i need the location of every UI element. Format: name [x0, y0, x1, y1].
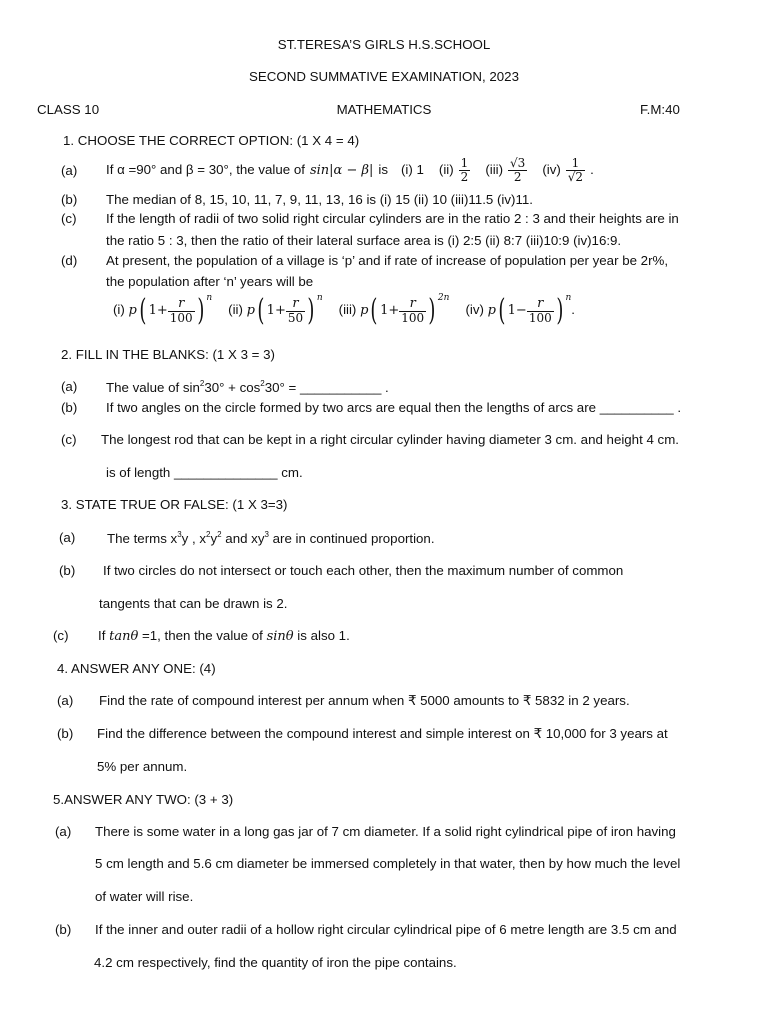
q1d-line-2: the population after ‘n’ years will be [106, 274, 314, 289]
q3a-label: (a) [59, 530, 76, 545]
q1a-expression: sin|α − β| [309, 162, 374, 178]
q2c-line-2: is of length ______________ cm. [106, 465, 303, 480]
q1d-label: (d) [61, 253, 78, 268]
section-1-title: 1. CHOOSE THE CORRECT OPTION: (1 X 4 = 4) [63, 133, 360, 148]
q1c-line-1: If the length of radii of two solid right circular cylinders are in the ratio 2 : 3 and their heights are in [106, 211, 679, 226]
q3a-text: The terms $x^3y$ , $x^2y^2$ and $xy^3$ are in continued proportion. [107, 530, 435, 546]
q1b-label: (b) [61, 192, 78, 207]
q2a-label: (a) [61, 379, 78, 394]
q2a-text: The value of $\sin^230^\circ + \cos^230^\circ$ = ___________ . [106, 379, 389, 395]
q3b-line-2: tangents that can be drawn is 2. [99, 596, 288, 611]
q1a-line: If α =90° and β = 30°, the value of sin|α − β| is (i) 1 (ii) $\frac{1}{2}$ (iii) $\frac{√3}{2}$ (iv) $\frac{1}{√2}$ . [106, 155, 594, 184]
q1d-option-1: (i) p( 1+ $\frac{r}{100}$ ) $^n$ [113, 292, 213, 328]
q4a-label: (a) [57, 693, 74, 708]
q5a-line-3: of water will rise. [95, 889, 194, 904]
q3c-text: If tanθ =1, then the value of sinθ is also 1. [98, 628, 350, 644]
q1d-option-3: (iii) p( 1+ $\frac{r}{100}$ ) $^{2n}$ [338, 292, 450, 328]
section-2-title: 2. FILL IN THE BLANKS: (1 X 3 = 3) [61, 347, 275, 362]
section-4-title: 4. ANSWER ANY ONE: (4) [57, 661, 216, 676]
q1a-label: (a) [61, 163, 78, 178]
q4b-line-2: 5% per annum. [97, 759, 188, 774]
q2b-text: If two angles on the circle formed by two arcs are equal then the lengths of arcs are __________ . [106, 400, 682, 415]
q5b-line-1: If the inner and outer radii of a hollow right circular cylindrical pipe of 6 metre length are 3.5 cm and [95, 922, 677, 937]
q1a-option-4-fraction: $\frac{1}{√2}$ [567, 155, 584, 184]
q1d-option-4: (iv) p( 1− $\frac{r}{100}$ ) $^n$. [465, 292, 575, 328]
q1a-option-2-label: (ii) [438, 162, 454, 178]
q1a-option-4-label: (iv) [542, 162, 561, 178]
q4b-line-1: Find the difference between the compound interest and simple interest on ₹ 10,000 for 3 years at [97, 726, 668, 741]
q5a-line-1: There is some water in a long gas jar of 7 cm diameter. If a solid right cylindrical pipe of iron having [95, 824, 676, 839]
section-3-title: 3. STATE TRUE OR FALSE: (1 X 3=3) [61, 497, 288, 512]
q1b-text: The median of 8, 15, 10, 11, 7, 9, 11, 13, 16 is (i) 15 (ii) 10 (iii)11.5 (iv)11. [106, 192, 533, 207]
exam-title: SECOND SUMMATIVE EXAMINATION, 2023 [249, 69, 519, 84]
q3b-line-1: If two circles do not intersect or touch each other, then the maximum number of common [103, 563, 624, 578]
q5a-line-2: 5 cm length and 5.6 cm diameter be immersed completely in that water, then by how much the level [95, 856, 681, 871]
q3c-label: (c) [53, 628, 69, 643]
q1a-is: is [378, 162, 388, 178]
q5b-line-2: 4.2 cm respectively, find the quantity of iron the pipe contains. [94, 955, 457, 970]
q1a-option-3-label: (iii) [485, 162, 504, 178]
class-label: CLASS 10 [37, 102, 100, 117]
q5a-label: (a) [55, 824, 72, 839]
q1d-option-2: (ii) p( 1+ $\frac{r}{50}$ ) $^n$ [228, 292, 323, 328]
q5b-label: (b) [55, 922, 72, 937]
q1d-line-1: At present, the population of a village is ‘p’ and if rate of increase of population per year be 2r%, [106, 253, 669, 268]
q1c-label: (c) [61, 211, 77, 226]
q2b-label: (b) [61, 400, 78, 415]
q1a-option-2-fraction: $\frac{1}{2}$ [460, 155, 469, 184]
q1a-option-3-fraction: $\frac{√3}{2}$ [510, 155, 526, 184]
q3b-label: (b) [59, 563, 76, 578]
q1a-option-1: (i) 1 [401, 162, 424, 178]
q2c-label: (c) [61, 432, 77, 447]
school-name: ST.TERESA’S GIRLS H.S.SCHOOL [277, 37, 491, 52]
q4a-text: Find the rate of compound interest per annum when ₹ 5000 amounts to ₹ 5832 in 2 years. [99, 693, 630, 708]
q2c-line-1: The longest rod that can be kept in a right circular cylinder having diameter 3 cm. and height 4 cm. [101, 432, 679, 447]
q4b-label: (b) [57, 726, 74, 741]
q1a-text: If α =90° and β = 30°, the value of [106, 162, 305, 178]
full-marks: F.M:40 [640, 102, 680, 117]
subject-label: MATHEMATICS [336, 102, 432, 117]
q1d-options [113, 290, 575, 330]
q1c-line-2: the ratio 5 : 3, then the ratio of their lateral surface area is (i) 2:5 (ii) 8:7 (iii)10:9 (iv)16:9. [106, 233, 622, 248]
section-5-title: 5.ANSWER ANY TWO: (3 + 3) [53, 792, 234, 807]
